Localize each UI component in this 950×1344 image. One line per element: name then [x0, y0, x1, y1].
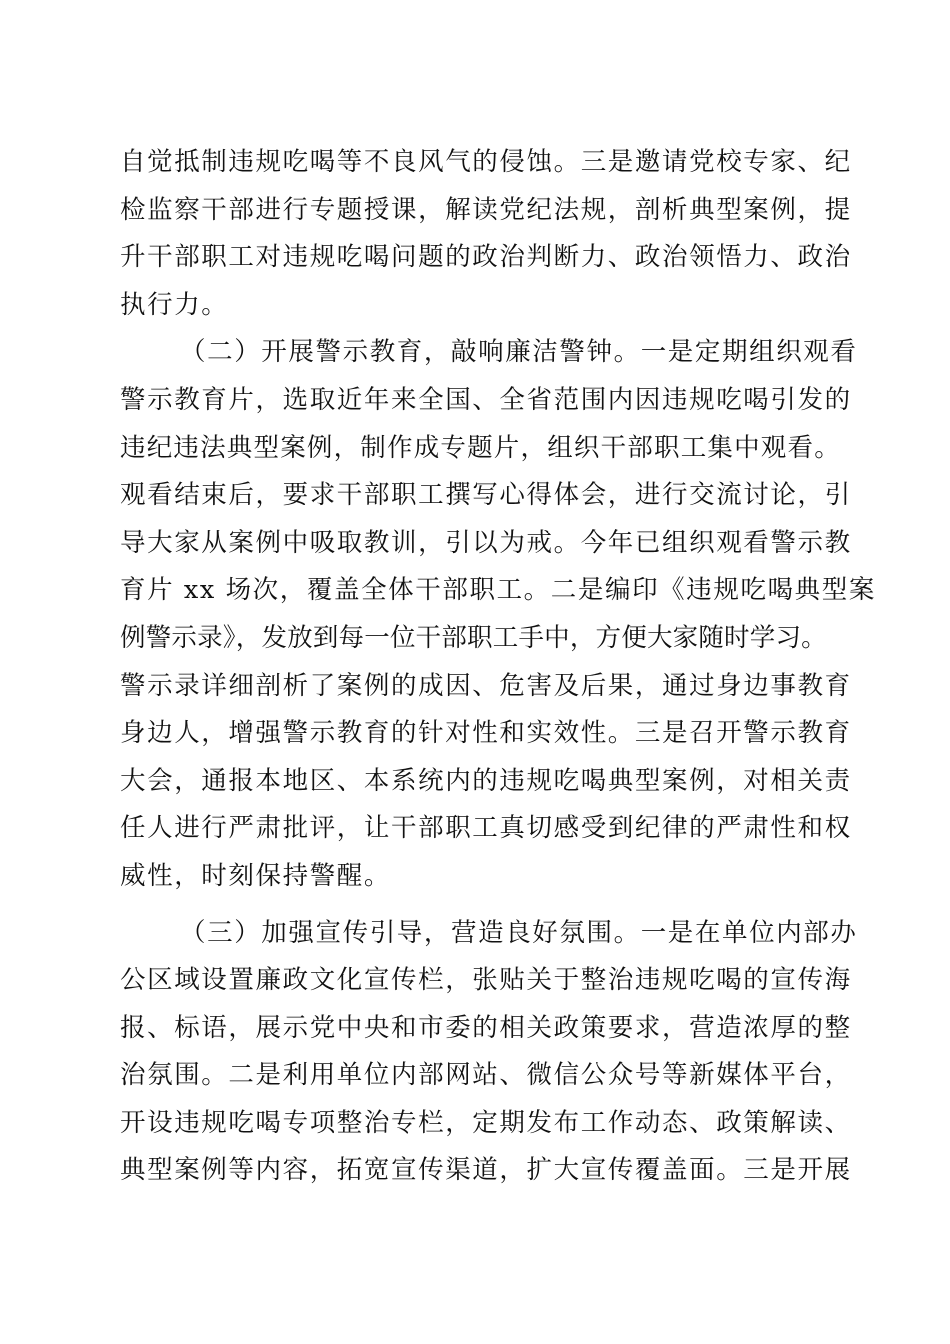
section-heading-line: （三）加强宣传引导，营造良好氛围。一是在单位内部办	[180, 917, 858, 948]
text-line: 警示录详细剖析了案例的成因、危害及后果，通过身边事教育	[120, 670, 852, 701]
text-line: 升干部职工对违规吃喝问题的政治判断力、政治领悟力、政治	[120, 242, 852, 273]
text-line: 警示教育片，选取近年来全国、全省范围内因违规吃喝引发的	[120, 384, 852, 415]
text-line: 观看结束后，要求干部职工撰写心得体会，进行交流讨论，引	[120, 480, 852, 511]
text-line: 育片 xx 场次，覆盖全体干部职工。二是编印《违规吃喝典型案	[120, 575, 876, 606]
text-line: 任人进行严肃批评，让干部职工真切感受到纪律的严肃性和权	[120, 813, 852, 844]
text-line: 导大家从案例中吸取教训，引以为戒。今年已组织观看警示教	[120, 527, 852, 558]
paragraph	[120, 139, 852, 329]
text-line: 公区域设置廉政文化宣传栏，张贴关于整治违规吃喝的宣传海	[120, 965, 852, 996]
text-line: 自觉抵制违规吃喝等不良风气的侵蚀。三是邀请党校专家、纪	[120, 147, 852, 177]
paragraph	[120, 329, 876, 900]
text-line: 典型案例等内容，拓宽宣传渠道，扩大宣传覆盖面。三是开展	[120, 1155, 852, 1186]
paragraph	[120, 910, 858, 1196]
document-body	[120, 139, 876, 1195]
text-line: 开设违规吃喝专项整治专栏，定期发布工作动态、政策解读、	[120, 1107, 852, 1138]
text-line: 大会，通报本地区、本系统内的违规吃喝典型案例，对相关责	[120, 765, 852, 796]
text-line: 治氛围。二是利用单位内部网站、微信公众号等新媒体平台，	[120, 1060, 852, 1091]
text-line: 身边人，增强警示教育的针对性和实效性。三是召开警示教育	[120, 718, 852, 749]
text-line: 报、标语，展示党中央和市委的相关政策要求，营造浓厚的整	[120, 1012, 852, 1043]
text-line: 检监察干部进行专题授课，解读党纪法规，剖析典型案例，提	[120, 194, 852, 225]
text-line: 违纪违法典型案例，制作成专题片，组织干部职工集中观看。	[120, 432, 841, 463]
text-line: 威性，时刻保持警醒。	[120, 860, 392, 891]
text-line: 执行力。	[120, 289, 229, 320]
text-line: 例警示录》，发放到每一位干部职工手中，方便大家随时学习。	[120, 622, 827, 653]
section-heading-line: （二）开展警示教育，敲响廉洁警钟。一是定期组织观看	[180, 337, 858, 368]
